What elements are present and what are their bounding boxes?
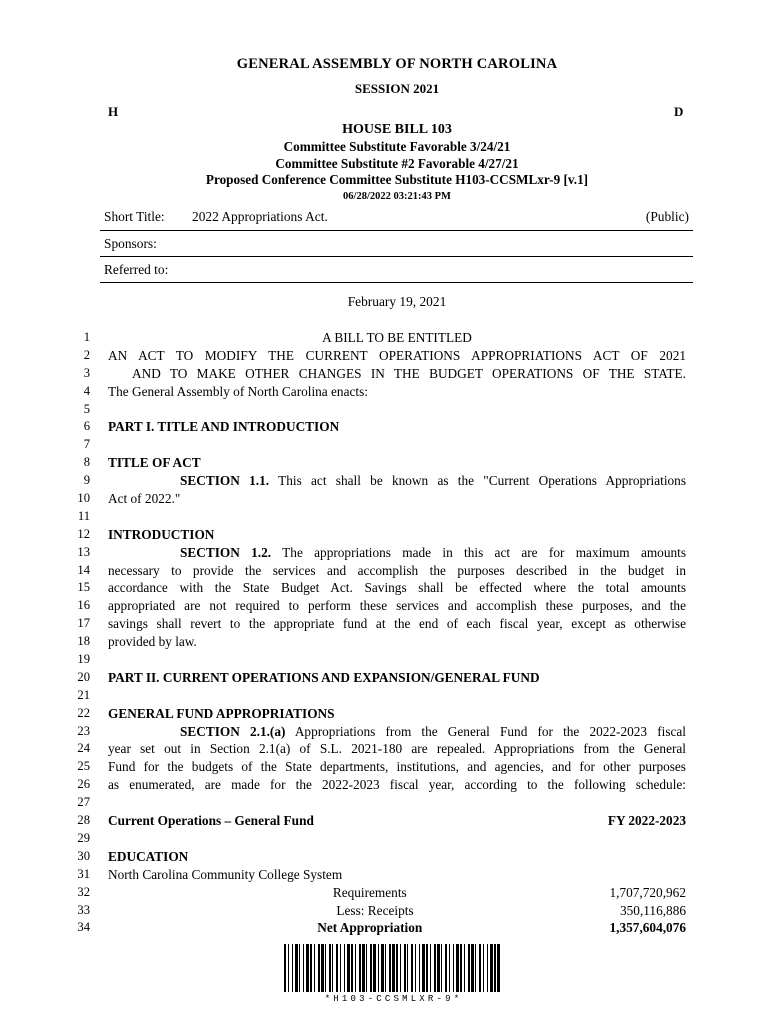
line-text: INTRODUCTION [108, 526, 215, 542]
bill-line [0, 884, 768, 902]
line-text: PART I. TITLE AND INTRODUCTION [108, 419, 340, 435]
line-number: 8 [83, 455, 90, 470]
chamber-marker-house: H [108, 104, 119, 119]
bill-line [0, 526, 768, 544]
line-number: 11 [77, 508, 90, 523]
line-text [108, 902, 686, 920]
bill-line [0, 919, 768, 937]
line-text: Fund for the budgets of the State departments, institutions, and agencies, and for other purposes [108, 759, 686, 775]
sponsors-label: Sponsors: [104, 235, 157, 251]
committee-substitute-1: Committee Substitute Favorable 3/24/21 [283, 139, 511, 154]
bill-number: HOUSE BILL 103 [342, 122, 452, 137]
line-number: 14 [77, 562, 90, 577]
section-label: SECTION 2.1.(a) [180, 723, 286, 739]
bill-line [0, 812, 768, 830]
short-title-label: Short Title: [104, 208, 165, 224]
line-text: A BILL TO BE ENTITLED [322, 330, 472, 345]
line-number: 31 [77, 866, 90, 881]
bill-line [0, 597, 768, 615]
line-text: TITLE OF ACT [108, 455, 201, 471]
line-text: AND TO MAKE OTHER CHANGES IN THE BUDGET OPERATIONS OF THE STATE. [132, 365, 686, 381]
line-number: 18 [77, 634, 90, 649]
sponsors-row [100, 231, 693, 257]
barcode [284, 944, 500, 1004]
line-number: 9 [83, 473, 90, 488]
line-number: 17 [77, 616, 90, 631]
bill-line [0, 472, 768, 490]
barcode-bars [284, 944, 500, 992]
line-number: 23 [77, 723, 90, 738]
line-number: 27 [77, 795, 90, 810]
budget-item-label: Current Operations – General Fund [108, 813, 314, 829]
bill-line [0, 579, 768, 597]
section-label: SECTION 1.2. [180, 544, 272, 560]
bill-line [0, 436, 768, 454]
bill-line [0, 615, 768, 633]
assembly-title: GENERAL ASSEMBLY OF NORTH CAROLINA [236, 56, 558, 72]
line-number: 28 [77, 813, 90, 828]
line-number: 15 [77, 580, 90, 595]
budget-item-amount: 350,116,886 [620, 902, 686, 918]
line-text: savings shall revert to the appropriate fund at the end of each fiscal year, except as otherwise [108, 616, 686, 632]
bill-line [0, 740, 768, 758]
bill-line [0, 562, 768, 580]
line-number: 25 [77, 759, 90, 774]
bill-line [0, 329, 768, 347]
line-number: 12 [77, 526, 90, 541]
line-number: 2 [83, 347, 90, 362]
public-marker: (Public) [645, 208, 689, 224]
bill-line [0, 723, 768, 741]
section-text: This act shall be known as the "Current Operations Appropriations [269, 473, 687, 489]
referred-to-label: Referred to: [104, 261, 169, 277]
line-number: 34 [77, 920, 90, 935]
bill-line [0, 401, 768, 419]
line-number: 16 [77, 598, 90, 613]
document-timestamp: 06/28/2022 03:21:43 PM [343, 190, 451, 202]
chamber-marker-d: D [674, 104, 684, 119]
line-number: 21 [77, 687, 90, 702]
budget-item-amount: 1,707,720,962 [609, 884, 686, 900]
line-number: 20 [77, 669, 90, 684]
line-text: EDUCATION [108, 848, 189, 864]
line-text [108, 884, 686, 902]
line-number: 30 [77, 848, 90, 863]
session-line: SESSION 2021 [354, 81, 440, 96]
barcode-label: *H103-CCSMLXR-9* [324, 994, 463, 1004]
bill-line [0, 347, 768, 365]
bill-line [0, 848, 768, 866]
line-number: 1 [83, 330, 90, 344]
bill-line [0, 508, 768, 526]
line-number: 24 [77, 741, 90, 756]
bill-line [0, 633, 768, 651]
line-text [108, 544, 686, 562]
bill-line [0, 830, 768, 848]
section-text: The appropriations made in this act are for maximum amounts [271, 544, 686, 560]
bill-line [0, 902, 768, 920]
bill-line [0, 758, 768, 776]
line-text: GENERAL FUND APPROPRIATIONS [108, 705, 335, 721]
line-text [108, 723, 686, 741]
referred-to-row [100, 257, 693, 283]
filing-date: February 19, 2021 [347, 294, 447, 309]
short-title-value: 2022 Appropriations Act. [192, 208, 328, 224]
line-text: Act of 2022." [108, 491, 181, 507]
bill-line [0, 794, 768, 812]
line-number: 7 [83, 437, 90, 452]
line-text: necessary to provide the services and accomplish the purposes described in the budget in [108, 562, 686, 578]
line-number: 22 [77, 705, 90, 720]
line-number: 6 [83, 419, 90, 434]
line-text: provided by law. [108, 634, 197, 650]
bill-line [0, 651, 768, 669]
bill-line [0, 365, 768, 383]
short-title-row [100, 204, 693, 231]
line-text: appropriated are not required to perform these services and accomplish these purposes, and the [108, 598, 686, 614]
bill-line [0, 776, 768, 794]
line-number: 33 [77, 902, 90, 917]
budget-item-label: Less: Receipts [336, 902, 414, 918]
line-text [108, 472, 686, 490]
line-text: accordance with the State Budget Act. Savings shall be effected where the total amounts [108, 580, 686, 596]
line-text: as enumerated, are made for the 2022-2023 fiscal year, according to the following schedule: [108, 777, 686, 793]
bill-line [0, 490, 768, 508]
bill-line [0, 418, 768, 436]
bill-line [0, 669, 768, 687]
bill-line [0, 383, 768, 401]
line-number: 5 [83, 401, 90, 416]
line-number: 10 [77, 491, 90, 506]
line-number: 3 [83, 365, 90, 380]
document-header [100, 54, 694, 99]
line-text [108, 919, 686, 937]
conference-committee-substitute: Proposed Conference Committee Substitute H103-CCSMLxr-9 [v.1] [205, 172, 589, 187]
line-text [108, 812, 686, 830]
bill-line [0, 687, 768, 705]
line-text: The General Assembly of North Carolina enacts: [108, 383, 368, 399]
bill-metadata-table [100, 204, 693, 283]
line-text: North Carolina Community College System [108, 866, 343, 882]
line-text: PART II. CURRENT OPERATIONS AND EXPANSION/GENERAL FUND [108, 669, 540, 685]
budget-item-amount: FY 2022-2023 [607, 813, 686, 829]
bill-line [0, 454, 768, 472]
line-number: 19 [77, 652, 90, 667]
bill-identification-block [100, 120, 694, 204]
bill-line [0, 544, 768, 562]
budget-item-label: Net Appropriation [317, 920, 423, 936]
line-text: AN ACT TO MODIFY THE CURRENT OPERATIONS APPROPRIATIONS ACT OF 2021 [108, 347, 686, 363]
section-label: SECTION 1.1. [180, 473, 270, 489]
committee-substitute-2: Committee Substitute #2 Favorable 4/27/21 [275, 155, 519, 171]
budget-item-label: Requirements [332, 884, 407, 900]
bill-line [0, 866, 768, 884]
budget-item-amount: 1,357,604,076 [609, 920, 686, 936]
line-number: 4 [83, 383, 90, 398]
line-number: 29 [77, 830, 90, 845]
bill-body [0, 329, 768, 937]
bill-line [0, 705, 768, 723]
line-number: 32 [77, 884, 90, 899]
section-text: Appropriations from the General Fund for the 2022-2023 fiscal [285, 723, 686, 739]
line-number: 26 [77, 777, 90, 792]
line-text: year set out in Section 2.1(a) of S.L. 2021-180 are repealed. Appropriations from the General [108, 741, 686, 757]
line-number: 13 [77, 544, 90, 559]
